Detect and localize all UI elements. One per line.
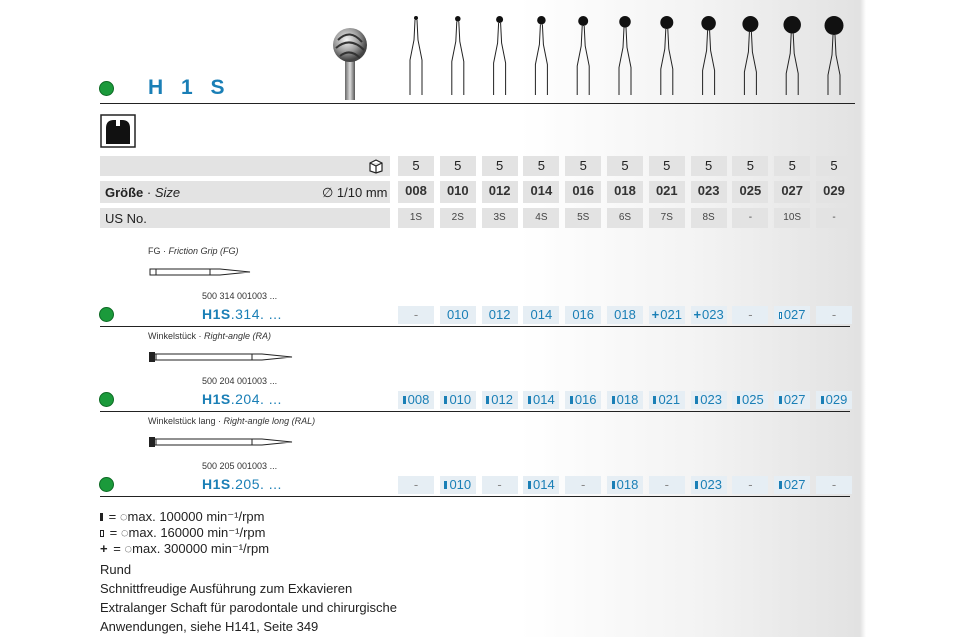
order-number: 500 204 001003 ... (202, 376, 278, 386)
rpm-100k-marker (737, 396, 740, 404)
size-cell (649, 306, 685, 324)
size-cell (607, 306, 643, 324)
size-cell-text: 027 (783, 392, 806, 407)
size-cell (691, 391, 727, 409)
shank-type-en: Friction Grip (FG) (168, 246, 239, 256)
instrument-outline (410, 16, 422, 95)
size-cell (607, 391, 643, 409)
size-cell (607, 476, 643, 494)
size-cell (482, 306, 518, 324)
size-cell (398, 391, 434, 409)
size-cell (649, 391, 685, 409)
size-cell-text: 010 (449, 477, 472, 492)
size-cell (774, 306, 810, 324)
rpm-100k-marker (695, 396, 698, 404)
size-cell (523, 476, 559, 494)
size-cell (398, 476, 434, 494)
rpm-100k-marker (779, 396, 782, 404)
size-cell-text: 018 (616, 477, 639, 492)
rpm-100k-marker (528, 396, 531, 404)
qty-row-label (100, 156, 390, 176)
instrument-outline (494, 16, 506, 95)
description-line: Anwendungen, siehe H141, Seite 349 (100, 619, 319, 634)
sizeRow-cell: 023 (691, 181, 727, 203)
rpm-300k-marker: + (651, 307, 660, 322)
product-code (202, 476, 282, 492)
size-unit: ∅ 1/10 mm (322, 185, 388, 200)
instrument-outline (783, 16, 801, 95)
size-cell-text: 018 (616, 392, 639, 407)
product-code (202, 306, 282, 322)
size-cell (774, 476, 810, 494)
rpm-100k-marker (570, 396, 573, 404)
qtyRow-cell: 5 (523, 156, 559, 176)
variant-divider (100, 496, 850, 497)
instrument-silhouettes (390, 10, 860, 100)
size-cell (440, 476, 476, 494)
rpm-160k-marker (779, 312, 782, 319)
bur-photo (326, 20, 376, 100)
shank-label: Winkelstück · Right-angle (RA) (148, 331, 272, 341)
size-cell-text: 012 (491, 392, 513, 407)
rpm-100k-marker (779, 481, 782, 489)
size-cell-text: 016 (572, 307, 595, 322)
size-cell (691, 306, 727, 324)
qtyRow-cell: 5 (732, 156, 768, 176)
package-icon (368, 158, 384, 174)
size-cell-text: - (497, 477, 502, 492)
qtyRow-cell: 5 (649, 156, 685, 176)
code-suffix: .204. ... (230, 391, 282, 407)
instrument-outline (701, 16, 716, 95)
rpm-100k-marker (486, 396, 489, 404)
qtyRow-cell: 5 (816, 156, 852, 176)
code-suffix: .205. ... (230, 476, 282, 492)
legend-text: = ◌max. 100000 min⁻¹/rpm (105, 509, 265, 524)
sizeRow-cell: 021 (649, 181, 685, 203)
size-cell-text: - (413, 307, 419, 322)
size-cell (440, 306, 476, 324)
shank-type: Winkelstück (148, 331, 197, 341)
instrument-outline (660, 16, 673, 95)
size-cell-text: 021 (658, 392, 681, 407)
instrument-outline (619, 16, 631, 95)
us-label: US No. (105, 211, 147, 226)
shank-type: FG (148, 246, 161, 256)
usRow-cell: 7S (649, 208, 685, 228)
qtyRow-cell: 5 (398, 156, 434, 176)
round-shape-icon (100, 114, 136, 148)
size-cell-text: 027 (783, 477, 806, 492)
size-cell (816, 306, 852, 324)
size-cell-text: - (581, 477, 586, 492)
size-cell-text: 010 (449, 392, 472, 407)
size-cell (732, 306, 768, 324)
status-dot (99, 307, 114, 322)
rpm-100k-marker (444, 396, 447, 404)
rpm-100k-marker (695, 481, 698, 489)
size-cell (732, 391, 768, 409)
rpm-160k-marker (100, 530, 104, 537)
sizeRow-cell: 008 (398, 181, 434, 203)
size-cell (565, 391, 601, 409)
description-line: Rund (100, 562, 132, 577)
qtyRow-cell: 5 (440, 156, 476, 176)
sizeRow-cell: 027 (774, 181, 810, 203)
size-cell (565, 476, 601, 494)
description-line: Extralanger Schaft für parodontale und chirurgische (100, 600, 398, 615)
status-dot (99, 477, 114, 492)
legend-item (100, 525, 265, 541)
product-code (202, 391, 282, 407)
qtyRow-cell: 5 (774, 156, 810, 176)
rpm-100k-marker (403, 396, 406, 404)
size-cell (523, 391, 559, 409)
size-cell-text: - (413, 477, 419, 492)
sizeRow-cell: 029 (816, 181, 852, 203)
size-cell (774, 391, 810, 409)
size-cell-text: 014 (533, 477, 555, 492)
size-cell-text: 029 (825, 392, 848, 407)
size-cell (691, 476, 727, 494)
qtyRow-cell: 5 (691, 156, 727, 176)
size-cell-text: 023 (702, 307, 724, 322)
size-cell (649, 476, 685, 494)
shank-type: Winkelstück lang (148, 416, 216, 426)
size-cell (816, 391, 852, 409)
rpm-100k-marker (528, 481, 531, 489)
size-cell (523, 306, 559, 324)
sizeRow-cell: 025 (732, 181, 768, 203)
rpm-100k-marker (444, 481, 447, 489)
rpm-100k-marker (821, 396, 824, 404)
size-cell-text: 016 (574, 392, 597, 407)
shank-drawing (148, 263, 298, 281)
size-cell (440, 391, 476, 409)
status-dot (99, 81, 114, 96)
shank-label: FG · Friction Grip (FG) (148, 246, 239, 256)
instrument-outline (742, 16, 758, 95)
size-cell-text: 025 (742, 392, 764, 407)
instrument-outline (825, 16, 844, 95)
legend-item (100, 509, 264, 525)
size-label-en: Size (154, 185, 181, 200)
variant-divider (100, 411, 850, 412)
rpm-100k-marker (653, 396, 656, 404)
legend-text: = ◌max. 300000 min⁻¹/rpm (109, 541, 270, 556)
order-number: 500 314 001003 ... (202, 291, 278, 301)
size-cell-text: - (664, 477, 669, 492)
shank-type-en: Right-angle (RA) (204, 331, 272, 341)
rpm-300k-marker: + (100, 541, 108, 556)
size-cell-text: - (831, 307, 837, 322)
size-cell-text: 008 (407, 392, 430, 407)
order-number: 500 205 001003 ... (202, 461, 278, 471)
qtyRow-cell: 5 (565, 156, 601, 176)
size-cell-text: 014 (533, 392, 555, 407)
size-label-de: Größe (105, 185, 144, 200)
size-cell-text: - (831, 477, 837, 492)
rpm-100k-marker (612, 396, 615, 404)
usRow-cell: 1S (398, 208, 434, 228)
size-cell-text: 027 (783, 307, 806, 322)
instrument-outline (535, 16, 547, 95)
sizeRow-cell: 010 (440, 181, 476, 203)
shank-drawing (148, 348, 298, 366)
size-cell (565, 306, 601, 324)
usRow-cell: 2S (440, 208, 476, 228)
size-cell-text: 018 (614, 307, 636, 322)
usRow-cell: 4S (523, 208, 559, 228)
code-prefix: H1S (202, 476, 231, 492)
qtyRow-cell: 5 (482, 156, 518, 176)
sizeRow-cell: 012 (482, 181, 518, 203)
usRow-cell: - (732, 208, 768, 228)
qtyRow-cell: 5 (607, 156, 643, 176)
usRow-cell: 6S (607, 208, 643, 228)
legend-item (100, 541, 269, 557)
code-suffix: .314. ... (230, 306, 282, 322)
shank-label: Winkelstück lang · Right-angle long (RAL) (148, 416, 316, 426)
variant-divider (100, 326, 850, 327)
usRow-cell: - (816, 208, 852, 228)
shank-drawing (148, 433, 298, 451)
size-cell (482, 391, 518, 409)
size-cell-text: - (748, 307, 753, 322)
rpm-100k-marker (612, 481, 615, 489)
size-cell-text: 012 (488, 307, 511, 322)
size-cell-text: 010 (446, 307, 469, 322)
code-prefix: H1S (202, 391, 231, 407)
sizeRow-cell: 016 (565, 181, 601, 203)
size-cell (816, 476, 852, 494)
size-cell (482, 476, 518, 494)
code-prefix: H1S (202, 306, 231, 322)
size-label: Größe · Size (105, 185, 181, 200)
instrument-outline (577, 16, 589, 95)
sizeRow-cell: 018 (607, 181, 643, 203)
description-line: Schnittfreudige Ausführung zum Exkavieren (100, 581, 353, 596)
header-divider (100, 103, 855, 104)
size-cell-text: 023 (700, 477, 722, 492)
size-cell-text: 023 (700, 392, 722, 407)
product-title: H 1 S (148, 76, 231, 99)
size-cell (732, 476, 768, 494)
usRow-cell: 10S (774, 208, 810, 228)
sizeRow-cell: 014 (523, 181, 559, 203)
usRow-cell: 3S (482, 208, 518, 228)
size-cell-text: 014 (530, 307, 553, 322)
size-cell (398, 306, 434, 324)
rpm-300k-marker: + (693, 307, 702, 322)
instrument-outline (452, 16, 464, 95)
shank-type-en: Right-angle long (RAL) (223, 416, 316, 426)
rpm-100k-marker (100, 513, 103, 521)
usRow-cell: 5S (565, 208, 601, 228)
size-cell-text: 021 (660, 307, 682, 322)
size-cell-text: - (748, 477, 753, 492)
legend-text: = ◌max. 160000 min⁻¹/rpm (106, 525, 266, 540)
status-dot (99, 392, 114, 407)
usRow-cell: 8S (691, 208, 727, 228)
